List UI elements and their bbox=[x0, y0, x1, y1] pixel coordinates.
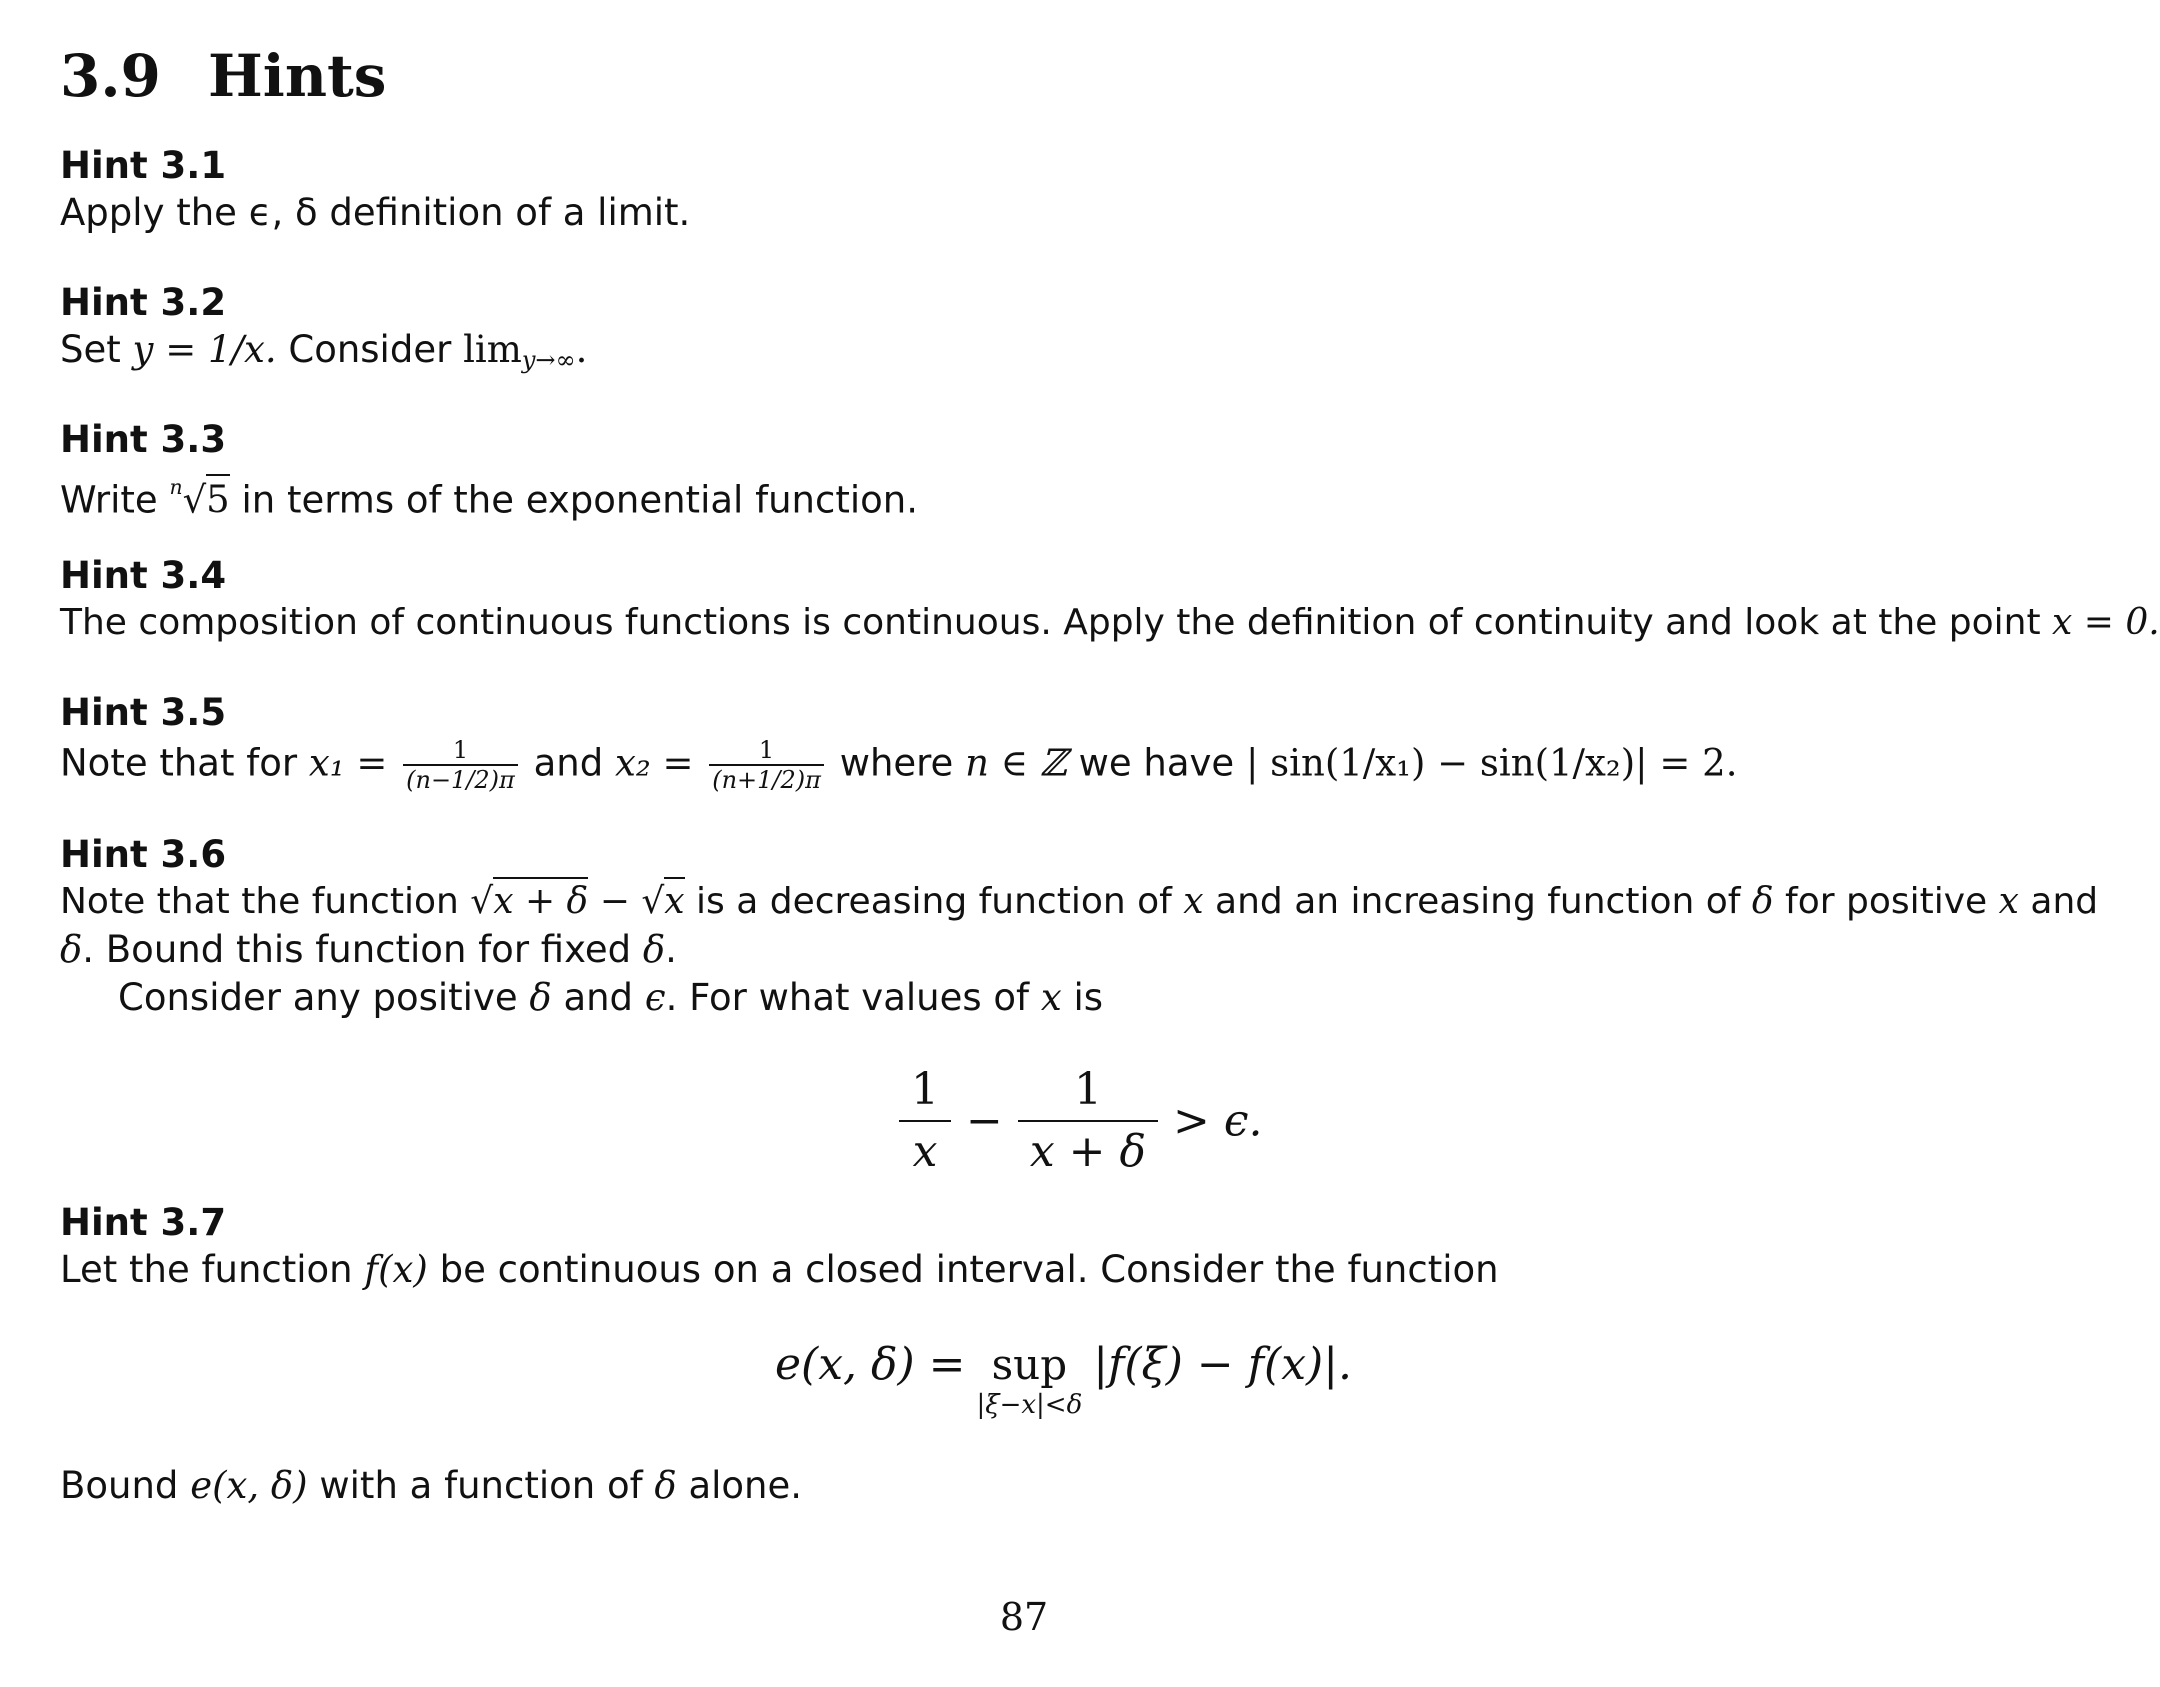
square-root bbox=[641, 878, 684, 926]
hint-3-2 bbox=[60, 280, 2000, 384]
hint-text-line-2 bbox=[60, 926, 2000, 974]
display-sup-definition bbox=[775, 1340, 1352, 1420]
fraction-denominator: x + δ bbox=[1029, 1126, 1147, 1177]
page-number: 87 bbox=[999, 1595, 1049, 1639]
text-fragment: Note that for bbox=[60, 741, 298, 785]
root-argument: x + δ bbox=[493, 877, 588, 922]
text-fragment: alone. bbox=[688, 1464, 803, 1507]
text-fragment: Set bbox=[60, 328, 121, 371]
math-equation: y = 1/x. bbox=[132, 328, 277, 371]
fraction bbox=[1018, 1060, 1158, 1182]
hint-3-5 bbox=[60, 690, 2000, 794]
period: . bbox=[665, 928, 677, 971]
root-index: n bbox=[169, 475, 183, 499]
hint-3-6 bbox=[60, 832, 2099, 1022]
section-title: Hints bbox=[208, 42, 387, 110]
section-number: 3.9 bbox=[60, 42, 161, 110]
text-fragment: Note that the function bbox=[60, 881, 459, 922]
fraction-numerator: 1 bbox=[709, 736, 824, 766]
math-comparison: > ϵ. bbox=[1173, 1095, 1263, 1147]
math-var: x bbox=[1998, 881, 2019, 922]
text-fragment: The composition of continuous functions is continuous. Apply the definition of continuity and look at the point bbox=[60, 602, 2041, 643]
hint-text bbox=[60, 736, 2000, 794]
text-fragment: be continuous on a closed interval. Consider the function bbox=[439, 1248, 1499, 1291]
text-fragment: and bbox=[533, 741, 604, 785]
hint-text bbox=[60, 1246, 2000, 1294]
hint-text bbox=[60, 599, 2160, 647]
fraction-numerator: 1 bbox=[899, 1060, 951, 1122]
hint-title: Hint 3.2 bbox=[60, 281, 227, 324]
math-rhs: |f(ξ) − f(x)|. bbox=[1093, 1339, 1353, 1390]
hint-text-line-3 bbox=[60, 974, 2000, 1022]
text-fragment: is a decreasing function of bbox=[696, 881, 1172, 922]
math-var: x bbox=[1183, 881, 1204, 922]
square-root bbox=[470, 878, 588, 926]
text-fragment: . Bound this function for fixed bbox=[82, 928, 632, 971]
hint-title: Hint 3.6 bbox=[60, 833, 227, 876]
math-set: n ∈ ℤ bbox=[965, 741, 1067, 785]
math-var: δ bbox=[529, 976, 552, 1019]
text-fragment: where bbox=[839, 741, 954, 785]
fraction-denominator: (n+1/2)π bbox=[712, 766, 821, 794]
math-var: δ bbox=[1751, 881, 1774, 922]
fraction bbox=[709, 736, 824, 794]
text-fragment: and bbox=[563, 976, 634, 1019]
hint-text: Apply the ϵ, δ definition of a limit. bbox=[60, 191, 691, 234]
fraction-numerator: 1 bbox=[403, 736, 518, 766]
fraction-numerator: 1 bbox=[1018, 1060, 1158, 1122]
hint-text-line-1 bbox=[60, 878, 2099, 926]
fraction bbox=[403, 736, 518, 794]
text-fragment: is bbox=[1073, 976, 1104, 1019]
radical-sign: √ bbox=[641, 881, 665, 922]
fraction-denominator: x bbox=[912, 1126, 938, 1177]
math-minus: − bbox=[599, 881, 630, 922]
hint-3-3 bbox=[60, 417, 2000, 524]
text-fragment: with a function of bbox=[319, 1464, 643, 1507]
hint-title: Hint 3.3 bbox=[60, 418, 227, 461]
text-fragment: Let the function bbox=[60, 1248, 353, 1291]
period: . bbox=[575, 328, 588, 371]
text-fragment: and bbox=[2030, 881, 2099, 922]
math-var: δ bbox=[642, 928, 666, 971]
math-limit bbox=[463, 328, 588, 374]
math-x2: x₂ = bbox=[614, 741, 694, 785]
text-fragment: in terms of the exponential function. bbox=[241, 478, 918, 522]
root-argument: x bbox=[664, 877, 684, 922]
hint-text bbox=[60, 463, 2000, 524]
nth-root bbox=[169, 463, 229, 524]
math-var: δ bbox=[60, 928, 83, 971]
hint-title: Hint 3.1 bbox=[60, 144, 227, 187]
fraction-denominator: (n−1/2)π bbox=[406, 766, 515, 794]
limit-subscript: y→∞ bbox=[521, 346, 576, 374]
sup-label: sup bbox=[991, 1340, 1068, 1389]
text-fragment: . For what values of bbox=[665, 976, 1030, 1019]
root-argument: 5 bbox=[206, 474, 230, 521]
hint-3-1 bbox=[60, 143, 2000, 237]
math-expression: e(x, δ) bbox=[190, 1464, 308, 1507]
math-function: f(x) bbox=[364, 1248, 428, 1291]
section-heading bbox=[60, 42, 386, 110]
math-equation: x = 0. bbox=[2052, 602, 2160, 643]
hint-3-7-closing bbox=[60, 1462, 2000, 1510]
text-fragment: Consider bbox=[288, 328, 452, 371]
text-fragment: we have bbox=[1078, 741, 1235, 785]
math-x1: x₁ = bbox=[308, 741, 388, 785]
math-lhs: e(x, δ) = bbox=[775, 1339, 966, 1390]
text-fragment: and an increasing function of bbox=[1215, 881, 1741, 922]
hint-title: Hint 3.5 bbox=[60, 691, 227, 734]
math-minus: − bbox=[966, 1095, 1003, 1147]
hint-title: Hint 3.4 bbox=[60, 554, 227, 597]
supremum-operator bbox=[977, 1340, 1083, 1420]
math-var: ϵ bbox=[644, 976, 666, 1019]
hint-3-4 bbox=[60, 553, 2160, 647]
radical-sign: √ bbox=[182, 478, 207, 522]
limit-operator: lim bbox=[463, 328, 522, 371]
text-fragment: for positive bbox=[1785, 881, 1988, 922]
hint-text bbox=[60, 1462, 2000, 1510]
display-inequality bbox=[895, 1060, 1263, 1182]
radical-sign: √ bbox=[470, 881, 494, 922]
text-fragment: Bound bbox=[60, 1464, 179, 1507]
math-expression: | sin(1/x₁) − sin(1/x₂)| = 2. bbox=[1245, 741, 1738, 785]
hint-title: Hint 3.7 bbox=[60, 1201, 227, 1244]
hint-text bbox=[60, 326, 2000, 384]
fraction bbox=[899, 1060, 951, 1182]
math-var: x bbox=[1040, 976, 1062, 1019]
text-fragment: Write bbox=[60, 478, 158, 522]
math-var: δ bbox=[654, 1464, 677, 1507]
hint-3-7 bbox=[60, 1200, 2000, 1294]
sup-condition: |ξ−x|<δ bbox=[976, 1390, 1083, 1420]
text-fragment: Consider any positive bbox=[118, 976, 518, 1019]
